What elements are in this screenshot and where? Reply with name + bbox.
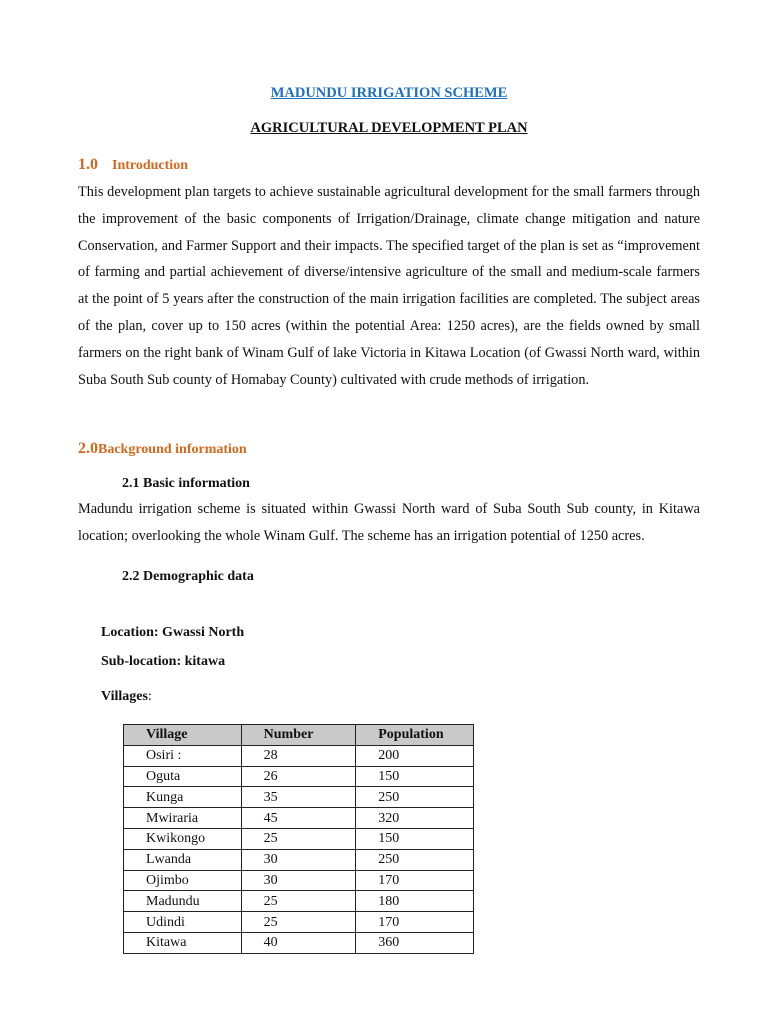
table-row (124, 891, 474, 912)
number-cell: 45 (241, 808, 356, 829)
number-cell: 30 (241, 870, 356, 891)
sublocation-label: Sub-location: kitawa (101, 654, 226, 669)
village-cell: Madundu (124, 891, 242, 912)
number-cell: 35 (241, 787, 356, 808)
population-cell: 200 (356, 745, 474, 766)
number-cell: 25 (241, 891, 356, 912)
section-number: 1.0 (78, 156, 98, 173)
column-header-population: Population (356, 725, 474, 746)
population-cell: 170 (356, 870, 474, 891)
column-header-number: Number (241, 725, 356, 746)
population-cell: 320 (356, 808, 474, 829)
table-row (124, 849, 474, 870)
column-header-village: Village (124, 725, 242, 746)
introduction-paragraph: This development plan targets to achieve sustainable agricultural development for the small farmers through the improvement of the basic components of Irrigation/Drainage, climate change mitigation and nature Conservation, and Farmer Support and their impacts. The specified target of the plan is set as “improvement of farming and partial achievement of diverse/intensive agriculture of the small and medium-scale farmers at the point of 5 years after the construction of the main irrigation facilities are completed. The subject areas of the plan, cover up to 150 acres (within the potential Area: 1250 acres), are the fields owned by small farmers on the right bank of Winam Gulf of lake Victoria in Kitawa Location (of Gwassi North ward, within Suba South Sub county of Homabay County) cultivated with crude methods of irrigation. (78, 184, 700, 388)
number-cell: 26 (241, 766, 356, 787)
number-cell: 30 (241, 849, 356, 870)
villages-label: Villages: (101, 689, 152, 704)
table-row (124, 932, 474, 953)
section-heading-introduction (78, 156, 188, 174)
village-cell: Kitawa (124, 932, 242, 953)
village-cell: Osiri : (124, 745, 242, 766)
table-row (124, 870, 474, 891)
document-title[interactable]: MADUNDU IRRIGATION SCHEME (270, 85, 508, 101)
document-subtitle: AGRICULTURAL DEVELOPMENT PLAN (250, 120, 528, 136)
table-row (124, 766, 474, 787)
basic-information-paragraph: Madundu irrigation scheme is situated within Gwassi North ward of Suba South Sub county, in Kitawa location; overlooking the whole Winam Gulf. The scheme has an irrigation potential of 1250 acres. (78, 501, 700, 544)
table-header-row (124, 725, 474, 746)
table-row (124, 787, 474, 808)
village-cell: Ojimbo (124, 870, 242, 891)
population-cell: 250 (356, 787, 474, 808)
table-row (124, 828, 474, 849)
section-title: Introduction (112, 158, 188, 173)
population-cell: 170 (356, 912, 474, 933)
number-cell: 40 (241, 932, 356, 953)
section-number: 2.0 (78, 440, 98, 457)
number-cell: 28 (241, 745, 356, 766)
villages-table (123, 724, 474, 954)
village-cell: Oguta (124, 766, 242, 787)
section-heading-background (78, 440, 247, 458)
number-cell: 25 (241, 828, 356, 849)
population-cell: 150 (356, 766, 474, 787)
population-cell: 180 (356, 891, 474, 912)
village-cell: Udindi (124, 912, 242, 933)
subheading-basic-information: 2.1 Basic information (122, 476, 250, 491)
number-cell: 25 (241, 912, 356, 933)
table-row (124, 808, 474, 829)
village-cell: Kwikongo (124, 828, 242, 849)
table-row (124, 745, 474, 766)
table-row (124, 912, 474, 933)
subheading-demographic-data: 2.2 Demographic data (122, 569, 254, 584)
village-cell: Kunga (124, 787, 242, 808)
section-title: Background information (98, 442, 247, 457)
population-cell: 250 (356, 849, 474, 870)
village-cell: Mwiraria (124, 808, 242, 829)
population-cell: 150 (356, 828, 474, 849)
population-cell: 360 (356, 932, 474, 953)
location-label: Location: Gwassi North (101, 625, 245, 640)
village-cell: Lwanda (124, 849, 242, 870)
